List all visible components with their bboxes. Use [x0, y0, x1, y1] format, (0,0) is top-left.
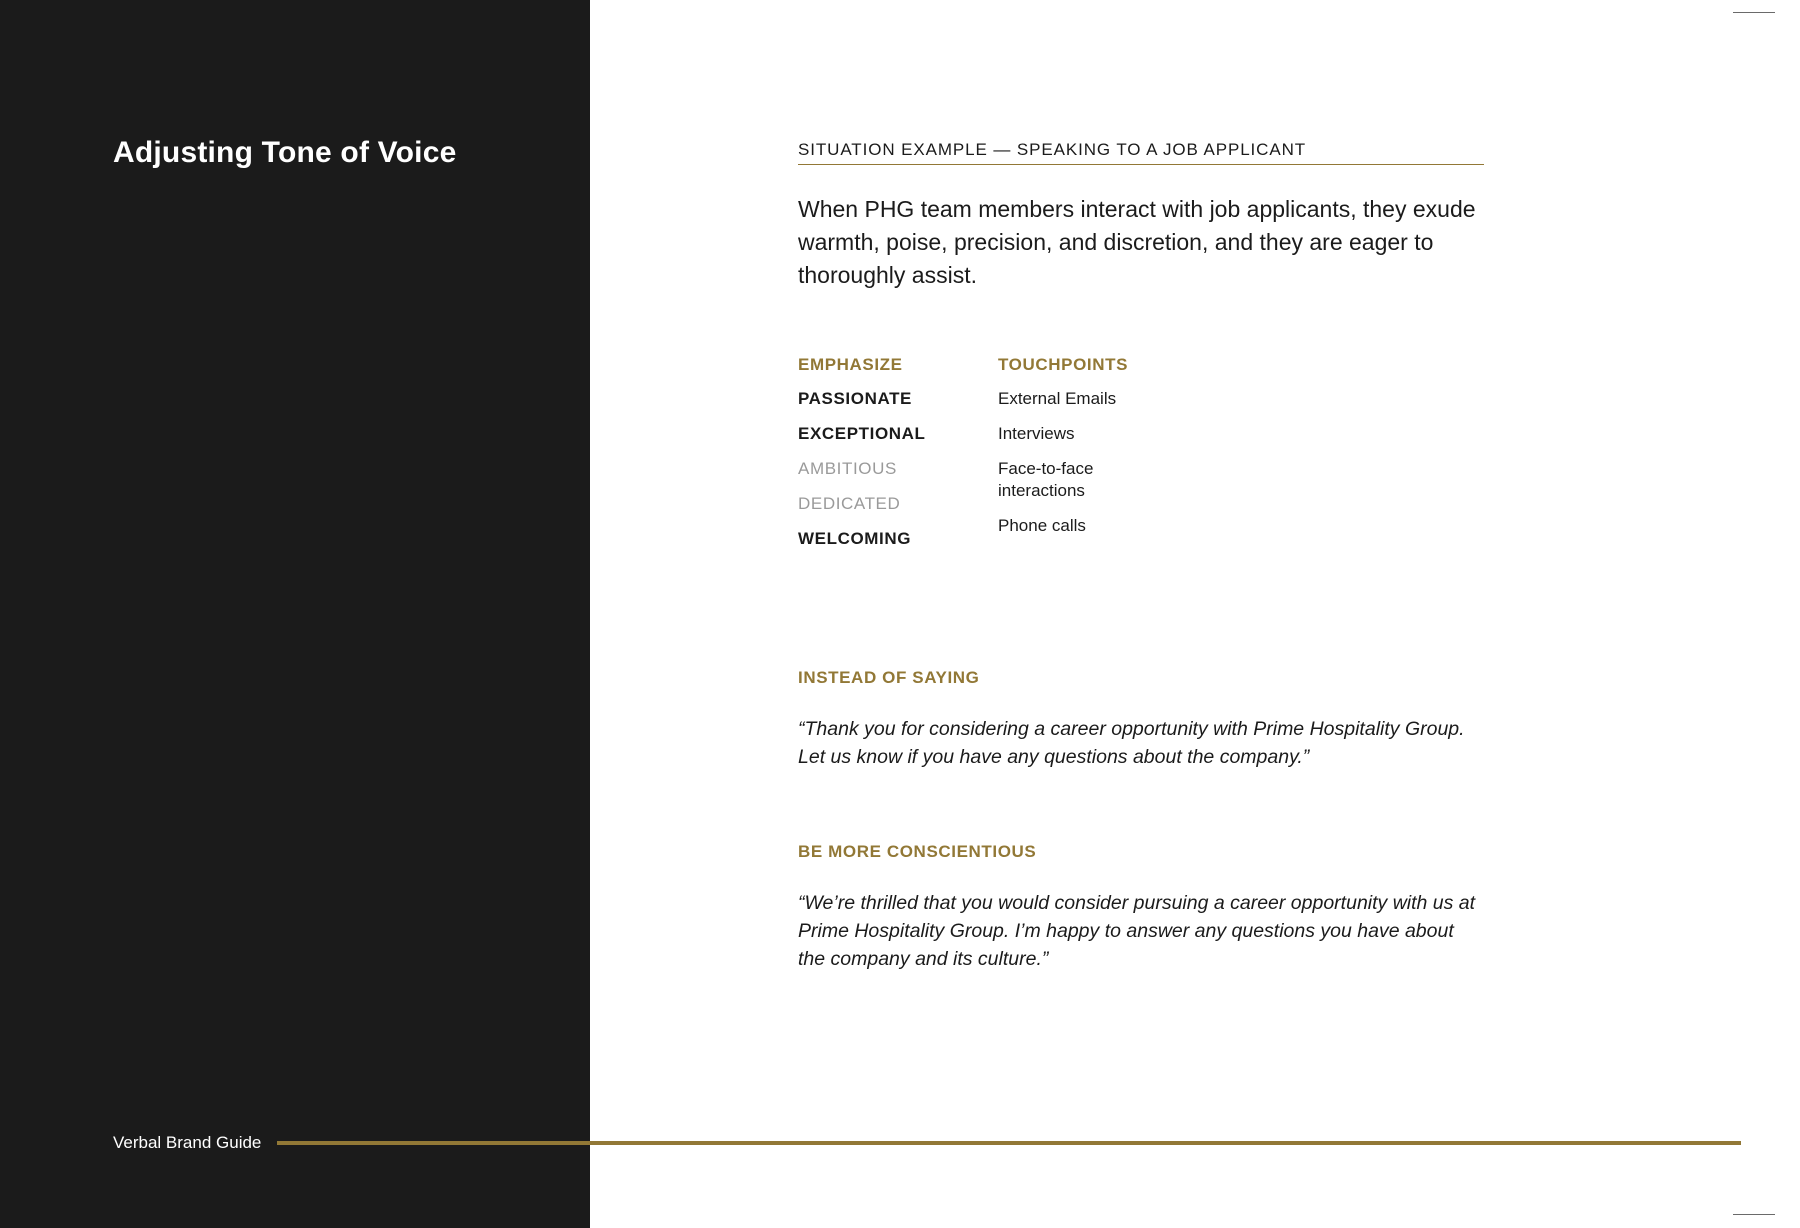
emphasize-list	[798, 388, 988, 550]
instead-of-saying-quote: “Thank you for considering a career opportunity with Prime Hospitality Group. Let us know if you have any questions about the company.”	[798, 718, 1465, 768]
emphasize-word: WELCOMING	[798, 529, 912, 548]
footer-divider	[277, 1141, 1741, 1145]
touchpoints-column	[998, 354, 1198, 537]
emphasize-heading: EMPHASIZE	[798, 355, 903, 374]
emphasize-word: AMBITIOUS	[798, 459, 897, 478]
intro-paragraph: When PHG team members interact with job applicants, they exude warmth, poise, precision, and discretion, and they are eager to thoroughly assist.	[798, 196, 1476, 288]
emphasize-word: EXCEPTIONAL	[798, 424, 926, 443]
main-content	[798, 140, 1484, 973]
emphasize-column	[798, 354, 988, 550]
touchpoint-item: Phone calls	[998, 516, 1086, 535]
touchpoint-item: Interviews	[998, 424, 1075, 443]
touchpoint-item: External Emails	[998, 389, 1117, 408]
emphasis-touchpoints-section	[798, 354, 1484, 564]
sidebar-panel	[0, 0, 590, 1228]
be-more-conscientious-heading: BE MORE CONSCIENTIOUS	[798, 842, 1037, 861]
instead-of-saying-heading: INSTEAD OF SAYING	[798, 668, 980, 687]
be-more-conscientious-quote: “We’re thrilled that you would consider pursuing a career opportunity with us at Prime Hospitality Group. I’m happy to answer any questions you have about the company and its culture.”	[798, 892, 1476, 970]
situation-heading: SITUATION EXAMPLE — SPEAKING TO A JOB APPLICANT	[798, 140, 1484, 165]
footer-label: Verbal Brand Guide	[113, 1133, 262, 1152]
emphasize-word: PASSIONATE	[798, 389, 912, 408]
corner-mark-top	[1733, 12, 1775, 13]
touchpoints-heading: TOUCHPOINTS	[998, 355, 1129, 374]
touchpoint-item: Face-to-face interactions	[998, 459, 1094, 500]
corner-mark-bottom	[1733, 1214, 1775, 1215]
emphasize-word: DEDICATED	[798, 494, 901, 513]
touchpoints-list	[998, 388, 1198, 537]
page-title: Adjusting Tone of Voice	[113, 136, 457, 169]
